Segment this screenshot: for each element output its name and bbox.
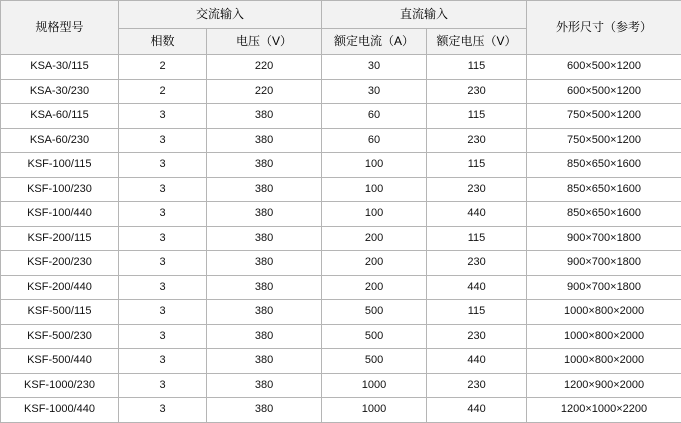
cell-dc-current: 500 xyxy=(322,300,427,325)
cell-phase: 3 xyxy=(119,300,207,325)
cell-dc-voltage: 230 xyxy=(427,177,527,202)
cell-phase: 3 xyxy=(119,349,207,374)
column-header-model: 规格型号 xyxy=(1,1,119,55)
table-row xyxy=(1,128,681,153)
column-header-dc-voltage: 额定电压（V） xyxy=(427,29,527,55)
cell-dc-voltage: 230 xyxy=(427,324,527,349)
table-row xyxy=(1,202,681,227)
cell-dimensions: 1000×800×2000 xyxy=(527,349,681,374)
column-group-header-ac-input: 交流输入 xyxy=(119,1,322,29)
cell-phase: 3 xyxy=(119,104,207,129)
cell-phase: 3 xyxy=(119,275,207,300)
column-header-dimensions: 外形尺寸（参考） xyxy=(527,1,681,55)
cell-model: KSF-500/230 xyxy=(1,324,119,349)
table-row xyxy=(1,398,681,423)
cell-dimensions: 850×650×1600 xyxy=(527,202,681,227)
cell-dc-current: 500 xyxy=(322,324,427,349)
cell-dimensions: 850×650×1600 xyxy=(527,153,681,178)
header-row-top xyxy=(1,1,681,29)
cell-dc-current: 30 xyxy=(322,79,427,104)
table-row xyxy=(1,79,681,104)
cell-dc-voltage: 440 xyxy=(427,202,527,227)
cell-dc-current: 60 xyxy=(322,128,427,153)
cell-dc-voltage: 440 xyxy=(427,398,527,423)
cell-model: KSF-100/440 xyxy=(1,202,119,227)
cell-dc-current: 100 xyxy=(322,153,427,178)
table-row xyxy=(1,55,681,80)
cell-dc-voltage: 115 xyxy=(427,226,527,251)
table-row xyxy=(1,300,681,325)
cell-dimensions: 900×700×1800 xyxy=(527,275,681,300)
cell-model: KSF-100/115 xyxy=(1,153,119,178)
cell-phase: 3 xyxy=(119,398,207,423)
cell-model: KSF-200/115 xyxy=(1,226,119,251)
cell-dc-voltage: 440 xyxy=(427,349,527,374)
cell-ac-voltage: 380 xyxy=(207,128,322,153)
cell-ac-voltage: 380 xyxy=(207,373,322,398)
cell-dimensions: 750×500×1200 xyxy=(527,104,681,129)
cell-model: KSA-60/115 xyxy=(1,104,119,129)
cell-model: KSF-500/115 xyxy=(1,300,119,325)
column-header-phase: 相数 xyxy=(119,29,207,55)
cell-dc-current: 100 xyxy=(322,177,427,202)
cell-model: KSA-60/230 xyxy=(1,128,119,153)
table-row xyxy=(1,349,681,374)
table-row xyxy=(1,251,681,276)
cell-ac-voltage: 380 xyxy=(207,324,322,349)
cell-model: KSF-1000/440 xyxy=(1,398,119,423)
table-row xyxy=(1,153,681,178)
cell-dimensions: 750×500×1200 xyxy=(527,128,681,153)
cell-ac-voltage: 220 xyxy=(207,55,322,80)
table-row xyxy=(1,324,681,349)
cell-dc-current: 30 xyxy=(322,55,427,80)
cell-model: KSF-1000/230 xyxy=(1,373,119,398)
cell-ac-voltage: 380 xyxy=(207,104,322,129)
cell-ac-voltage: 380 xyxy=(207,300,322,325)
cell-ac-voltage: 220 xyxy=(207,79,322,104)
cell-dc-voltage: 115 xyxy=(427,104,527,129)
cell-model: KSF-100/230 xyxy=(1,177,119,202)
cell-dc-current: 500 xyxy=(322,349,427,374)
cell-dc-current: 200 xyxy=(322,275,427,300)
cell-phase: 3 xyxy=(119,251,207,276)
cell-dimensions: 1000×800×2000 xyxy=(527,324,681,349)
column-group-header-dc-input: 直流输入 xyxy=(322,1,527,29)
cell-dc-voltage: 115 xyxy=(427,300,527,325)
cell-ac-voltage: 380 xyxy=(207,398,322,423)
cell-dc-voltage: 230 xyxy=(427,373,527,398)
cell-phase: 3 xyxy=(119,324,207,349)
cell-dc-voltage: 230 xyxy=(427,128,527,153)
cell-ac-voltage: 380 xyxy=(207,202,322,227)
cell-phase: 3 xyxy=(119,226,207,251)
cell-phase: 3 xyxy=(119,373,207,398)
table-row xyxy=(1,373,681,398)
cell-dc-voltage: 115 xyxy=(427,153,527,178)
cell-phase: 3 xyxy=(119,153,207,178)
cell-phase: 3 xyxy=(119,128,207,153)
cell-dc-current: 1000 xyxy=(322,373,427,398)
cell-dc-current: 1000 xyxy=(322,398,427,423)
column-header-ac-voltage: 电压（V） xyxy=(207,29,322,55)
column-header-dc-current: 额定电流（A） xyxy=(322,29,427,55)
cell-ac-voltage: 380 xyxy=(207,349,322,374)
cell-phase: 2 xyxy=(119,79,207,104)
table-row xyxy=(1,226,681,251)
cell-dimensions: 1200×900×2000 xyxy=(527,373,681,398)
cell-model: KSA-30/230 xyxy=(1,79,119,104)
cell-dc-voltage: 440 xyxy=(427,275,527,300)
cell-model: KSF-500/440 xyxy=(1,349,119,374)
cell-model: KSF-200/230 xyxy=(1,251,119,276)
cell-phase: 3 xyxy=(119,202,207,227)
cell-dc-voltage: 230 xyxy=(427,79,527,104)
cell-dimensions: 600×500×1200 xyxy=(527,55,681,80)
cell-ac-voltage: 380 xyxy=(207,226,322,251)
cell-dc-voltage: 230 xyxy=(427,251,527,276)
table-row xyxy=(1,104,681,129)
cell-dimensions: 900×700×1800 xyxy=(527,251,681,276)
cell-dimensions: 850×650×1600 xyxy=(527,177,681,202)
cell-phase: 3 xyxy=(119,177,207,202)
cell-ac-voltage: 380 xyxy=(207,251,322,276)
cell-phase: 2 xyxy=(119,55,207,80)
cell-model: KSF-200/440 xyxy=(1,275,119,300)
cell-dc-current: 60 xyxy=(322,104,427,129)
cell-dc-current: 200 xyxy=(322,226,427,251)
cell-dc-current: 100 xyxy=(322,202,427,227)
cell-dc-current: 200 xyxy=(322,251,427,276)
table-header xyxy=(1,1,681,55)
cell-ac-voltage: 380 xyxy=(207,177,322,202)
cell-dimensions: 1200×1000×2200 xyxy=(527,398,681,423)
cell-dimensions: 600×500×1200 xyxy=(527,79,681,104)
cell-dimensions: 900×700×1800 xyxy=(527,226,681,251)
cell-model: KSA-30/115 xyxy=(1,55,119,80)
table-row xyxy=(1,177,681,202)
cell-dc-voltage: 115 xyxy=(427,55,527,80)
cell-ac-voltage: 380 xyxy=(207,275,322,300)
cell-ac-voltage: 380 xyxy=(207,153,322,178)
table-body xyxy=(1,55,681,423)
cell-dimensions: 1000×800×2000 xyxy=(527,300,681,325)
table-row xyxy=(1,275,681,300)
